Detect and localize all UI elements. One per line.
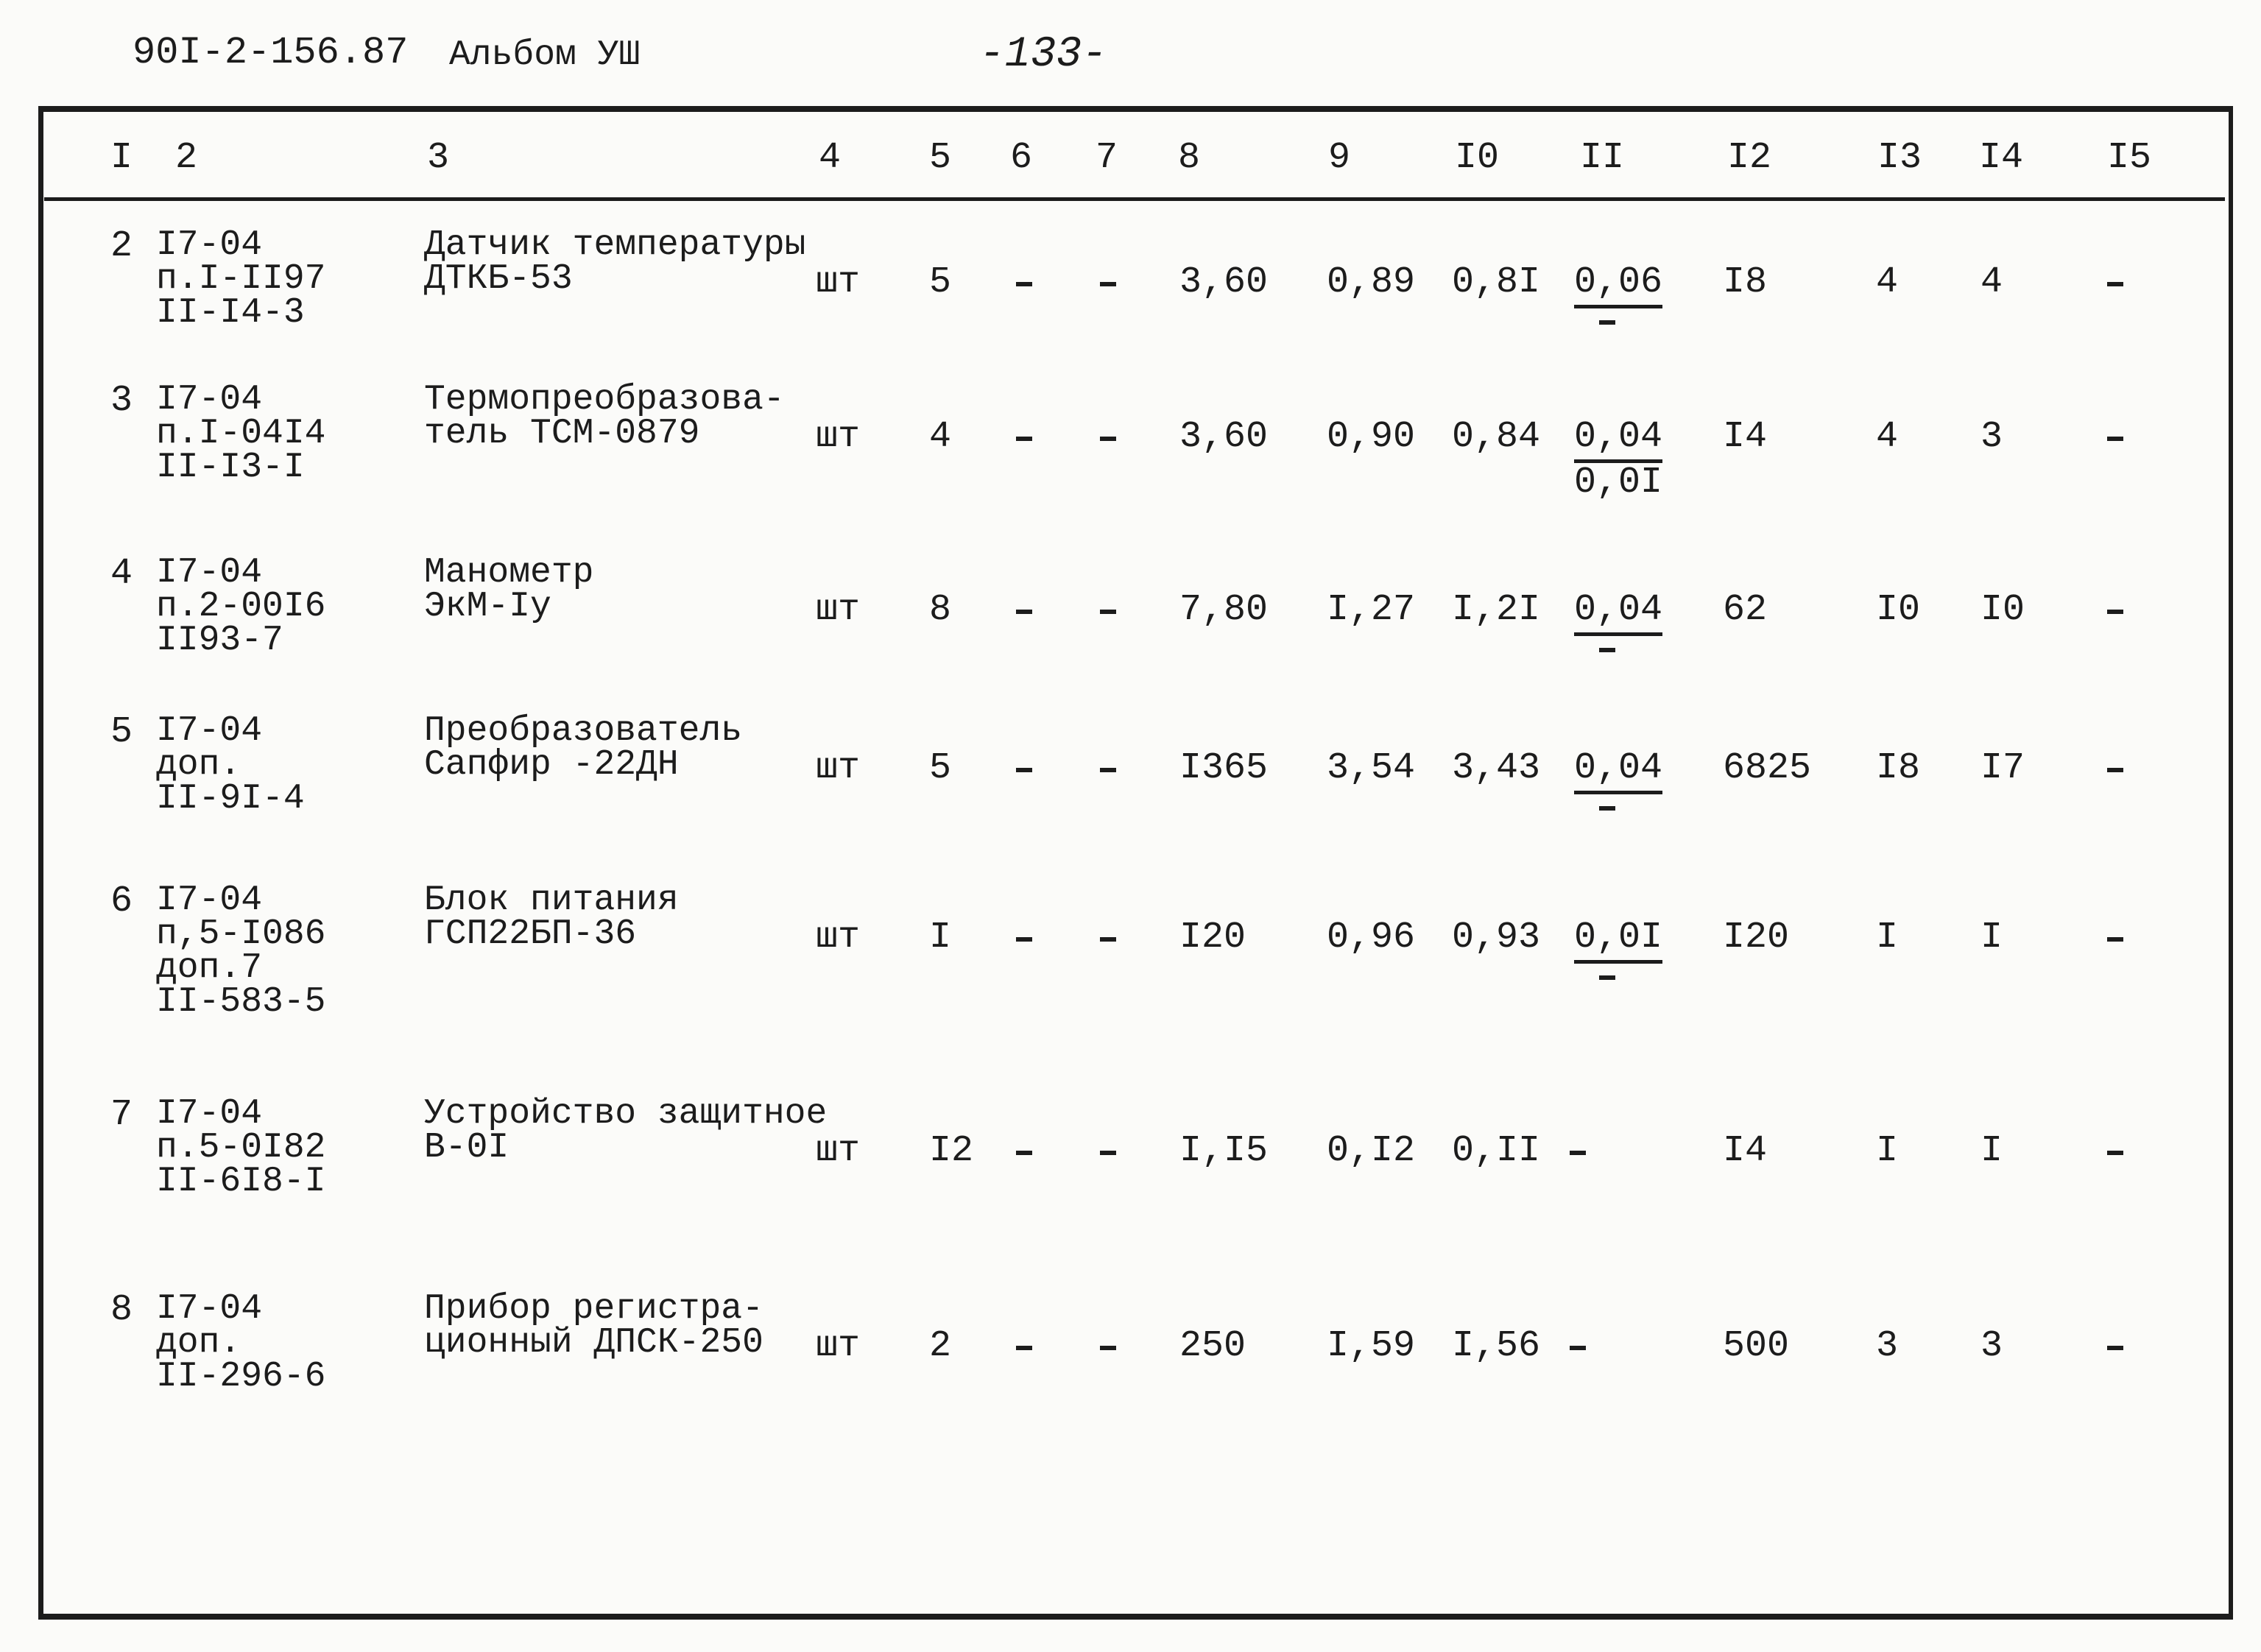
column-6-dash (1016, 605, 1032, 618)
column-header-7: 7 (1096, 137, 1118, 179)
album-label: Альбом УШ (449, 35, 641, 75)
item-name: Преобразователь Сапфир -22ДН (424, 711, 743, 785)
unit: шт (816, 589, 861, 631)
column-8-value: 7,80 (1179, 589, 1269, 631)
column-15-dash (2107, 605, 2123, 618)
column-8-value: 250 (1179, 1325, 1246, 1367)
document-number: 90I-2-156.87 (133, 31, 409, 74)
column-14-value: I7 (1980, 747, 2025, 789)
column-header-3: 3 (427, 137, 450, 179)
column-6-dash (1016, 933, 1032, 946)
column-10-value: 0,93 (1452, 917, 1541, 959)
column-10-value: 0,II (1452, 1130, 1541, 1172)
column-13-value: I8 (1876, 747, 1921, 789)
column-6-dash (1016, 278, 1032, 291)
column-7-dash (1100, 432, 1116, 445)
column-12-value: 500 (1723, 1325, 1790, 1367)
column-10-value: 0,84 (1452, 416, 1541, 458)
column-12-value: I8 (1723, 261, 1768, 303)
column-header-6: 6 (1010, 137, 1033, 179)
column-7-dash (1100, 278, 1116, 291)
column-15-dash (2107, 763, 2123, 777)
column-14-value: 3 (1980, 416, 2003, 458)
column-15-dash (2107, 1146, 2123, 1159)
column-8-value: 3,60 (1179, 416, 1269, 458)
column-9-value: 0,96 (1327, 917, 1416, 959)
column-header-10: I0 (1455, 137, 1500, 179)
column-15-dash (2107, 278, 2123, 291)
row-number: 2 (110, 225, 133, 267)
column-9-value: 0,90 (1327, 416, 1416, 458)
resource-code: I7-04 п.I-04I4 II-I3-I (156, 380, 326, 487)
column-14-value: I (1980, 1130, 2003, 1172)
column-6-dash (1016, 1341, 1032, 1355)
quantity: 8 (929, 589, 952, 631)
item-name: Датчик температуры ДТКБ-53 (424, 225, 806, 299)
column-header-8: 8 (1178, 137, 1201, 179)
column-13-value: I (1876, 917, 1899, 959)
column-7-dash (1100, 763, 1116, 777)
column-header-13: I3 (1877, 137, 1922, 179)
column-10-value: 3,43 (1452, 747, 1541, 789)
page-number: -133- (979, 31, 1108, 79)
quantity: 4 (929, 416, 952, 458)
column-13-value: 3 (1876, 1325, 1899, 1367)
column-9-value: 0,89 (1327, 261, 1416, 303)
column-7-dash (1100, 1146, 1116, 1159)
column-14-value: 3 (1980, 1325, 2003, 1367)
column-11-top: 0,0I (1574, 917, 1662, 964)
column-9-value: I,27 (1327, 589, 1416, 631)
column-11-top: 0,06 (1574, 261, 1662, 308)
column-header-12: I2 (1727, 137, 1772, 179)
column-header-14: I4 (1979, 137, 2024, 179)
column-11-top: 0,04 (1574, 747, 1662, 794)
column-header-2: 2 (175, 137, 198, 179)
resource-code: I7-04 п,5-I086 доп.7 II-583-5 (156, 880, 326, 1022)
column-12-value: I4 (1723, 1130, 1768, 1172)
quantity: 2 (929, 1325, 952, 1367)
item-name: Блок питания ГСП22БП-36 (424, 880, 679, 954)
resource-code: I7-04 п.2-00I6 II93-7 (156, 553, 326, 660)
column-header-1: I (110, 137, 133, 179)
quantity: 5 (929, 261, 952, 303)
row-number: 7 (110, 1094, 133, 1136)
item-name: Прибор регистра- ционный ДПСК-250 (424, 1289, 763, 1363)
column-9-value: 0,I2 (1327, 1130, 1416, 1172)
column-11-bottom-dash (1599, 316, 1615, 329)
column-9-value: I,59 (1327, 1325, 1416, 1367)
column-header-5: 5 (929, 137, 952, 179)
column-8-value: I365 (1179, 747, 1269, 789)
column-15-dash (2107, 432, 2123, 445)
column-8-value: 3,60 (1179, 261, 1269, 303)
column-header-9: 9 (1328, 137, 1351, 179)
table-frame (38, 106, 2233, 1620)
column-11-dash (1570, 1341, 1586, 1355)
column-8-value: I20 (1179, 917, 1246, 959)
row-number: 4 (110, 553, 133, 595)
column-6-dash (1016, 432, 1032, 445)
column-10-value: 0,8I (1452, 261, 1541, 303)
unit: шт (816, 747, 861, 789)
column-13-value: 4 (1876, 416, 1899, 458)
column-8-value: I,I5 (1179, 1130, 1269, 1172)
quantity: 5 (929, 747, 952, 789)
column-14-value: 4 (1980, 261, 2003, 303)
column-11-bottom-dash (1599, 971, 1615, 984)
row-number: 5 (110, 711, 133, 753)
column-header-4: 4 (819, 137, 842, 179)
row-number: 8 (110, 1289, 133, 1331)
resource-code: I7-04 п.I-II97 II-I4-3 (156, 225, 326, 333)
row-number: 3 (110, 380, 133, 422)
item-name: Устройство защитное В-0I (424, 1094, 828, 1168)
item-name: Термопреобразова- тель ТСМ-0879 (424, 380, 785, 453)
column-11-dash (1570, 1146, 1586, 1159)
column-12-value: 62 (1723, 589, 1768, 631)
row-number: 6 (110, 880, 133, 922)
resource-code: I7-04 п.5-0I82 II-6I8-I (156, 1094, 326, 1201)
resource-code: I7-04 доп. II-296-6 (156, 1289, 326, 1397)
column-15-dash (2107, 1341, 2123, 1355)
item-name: Манометр ЭкМ-Iу (424, 553, 594, 626)
column-10-value: I,2I (1452, 589, 1541, 631)
column-11-top: 0,04 (1574, 589, 1662, 636)
column-13-value: I0 (1876, 589, 1921, 631)
column-10-value: I,56 (1452, 1325, 1541, 1367)
column-13-value: 4 (1876, 261, 1899, 303)
column-11-bottom-dash (1599, 643, 1615, 657)
column-14-value: I0 (1980, 589, 2025, 631)
column-12-value: I4 (1723, 416, 1768, 458)
column-15-dash (2107, 933, 2123, 946)
unit: шт (816, 261, 861, 303)
column-13-value: I (1876, 1130, 1899, 1172)
unit: шт (816, 917, 861, 959)
column-header-11: II (1580, 137, 1625, 179)
column-6-dash (1016, 1146, 1032, 1159)
quantity: I2 (929, 1130, 974, 1172)
column-12-value: 6825 (1723, 747, 1812, 789)
quantity: I (929, 917, 952, 959)
unit: шт (816, 1325, 861, 1367)
header-rule (44, 197, 2225, 201)
resource-code: I7-04 доп. II-9I-4 (156, 711, 305, 819)
column-11-bottom: 0,0I (1574, 462, 1663, 504)
column-12-value: I20 (1723, 917, 1790, 959)
column-7-dash (1100, 933, 1116, 946)
column-header-15: I5 (2107, 137, 2152, 179)
unit: шт (816, 416, 861, 458)
unit: шт (816, 1130, 861, 1172)
column-7-dash (1100, 605, 1116, 618)
column-11-bottom-dash (1599, 802, 1615, 815)
column-9-value: 3,54 (1327, 747, 1416, 789)
column-6-dash (1016, 763, 1032, 777)
column-7-dash (1100, 1341, 1116, 1355)
column-11-top: 0,04 (1574, 416, 1662, 463)
column-14-value: I (1980, 917, 2003, 959)
